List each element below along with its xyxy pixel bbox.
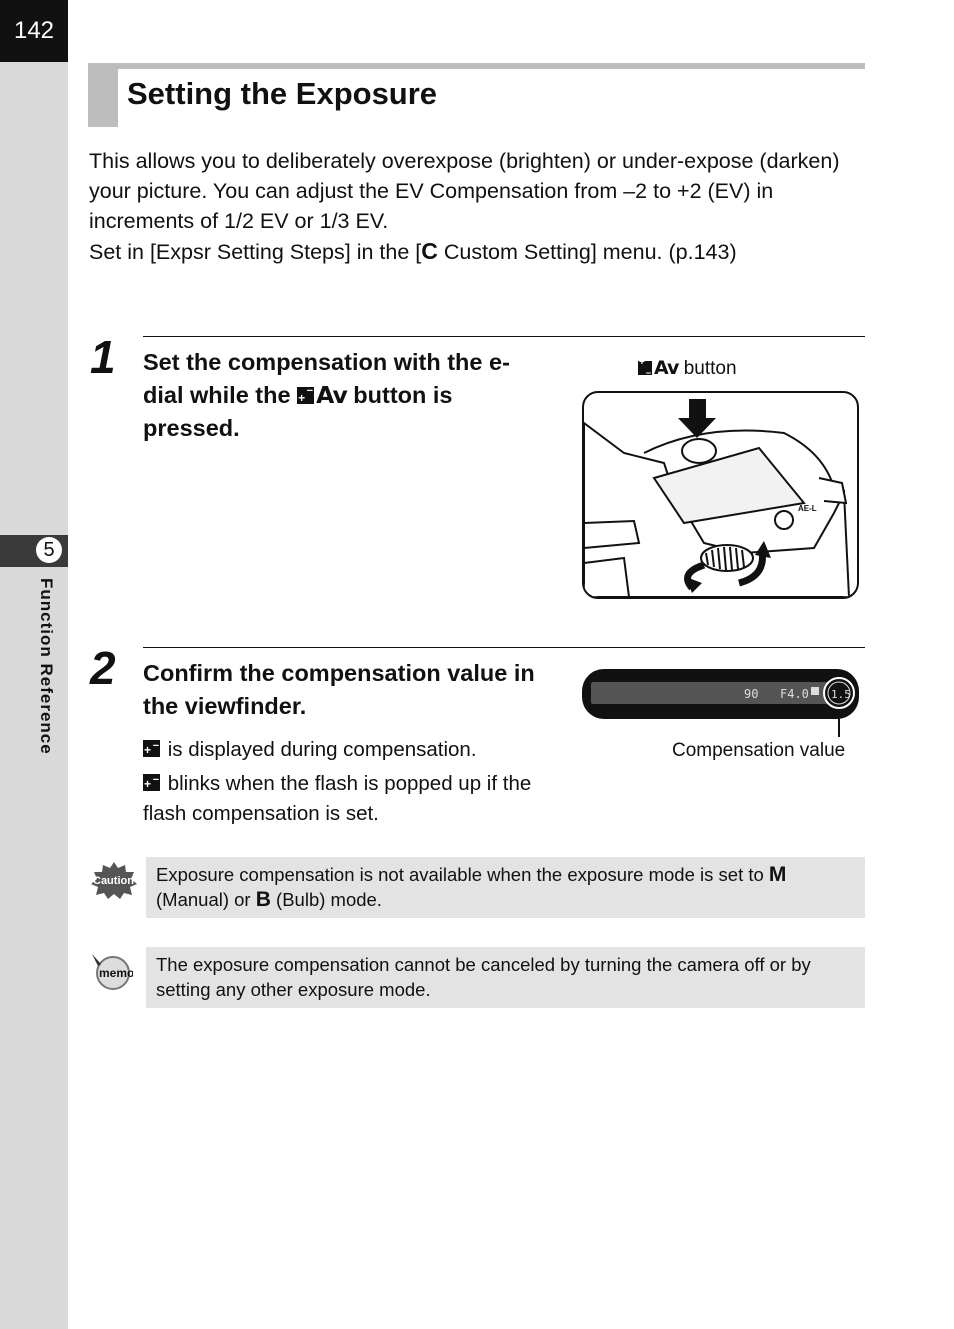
- viewfinder-drawing: [581, 668, 860, 720]
- callout-line: [838, 710, 840, 737]
- step-2-number: 2: [90, 642, 116, 694]
- step-1-text: Set the compensation with the e-dial while the: [143, 349, 510, 408]
- step-2-body: [143, 735, 543, 833]
- memo-badge: [89, 952, 133, 990]
- caution-text: (Bulb) mode.: [270, 889, 382, 910]
- bulb-mode-icon: B: [255, 888, 271, 911]
- caution-text: (Manual) or: [156, 889, 256, 910]
- step-1-text: button is pressed.: [143, 382, 453, 441]
- intro-text: Custom Setting] menu. (p.143): [437, 240, 737, 264]
- compensation-caption: Compensation value: [672, 740, 846, 761]
- custom-setting-c-icon: C: [421, 238, 438, 264]
- aperture-readout: F4.0: [780, 687, 809, 701]
- step-1-instruction: [143, 346, 543, 445]
- caution-icon: [89, 860, 139, 900]
- viewfinder-display: [581, 668, 860, 720]
- caution-box: [146, 857, 865, 918]
- exposure-compensation-icon: [143, 774, 160, 791]
- av-icon: Av: [316, 381, 347, 409]
- step-2-rule: [143, 647, 865, 648]
- step-1-number: 1: [90, 331, 116, 383]
- step-2-note-text: is displayed during compensation.: [162, 738, 477, 761]
- exposure-compensation-icon: [297, 387, 314, 404]
- step-1-rule: [143, 336, 865, 337]
- sidebar: [0, 0, 68, 1329]
- manual-mode-icon: M: [768, 863, 787, 886]
- shutter-speed-readout: 90: [744, 687, 759, 701]
- memo-box: The exposure compensation cannot be canceled by turning the camera off or by setting any other exposure mode.: [146, 947, 865, 1008]
- title-rule: [88, 63, 865, 69]
- button-caption: [638, 357, 737, 380]
- step-2-note: [143, 769, 543, 829]
- ae-lock-label: AE-L: [798, 504, 817, 513]
- step-2-note-text: blinks when the flash is popped up if the flash compensation is set.: [143, 772, 532, 825]
- chapter-number: 5: [36, 537, 62, 563]
- memo-label: memo: [99, 966, 133, 980]
- chapter-name: Function Reference: [37, 578, 56, 755]
- memo-icon: [89, 952, 133, 990]
- intro-text: Set in [Expsr Setting Steps] in the [: [89, 240, 422, 264]
- intro-paragraph: [89, 146, 869, 267]
- page-number: 142: [0, 0, 68, 62]
- caution-label: Caution: [93, 875, 134, 887]
- intro-line-settings: [89, 236, 869, 267]
- title-block: [88, 63, 118, 127]
- camera-body-drawing: [584, 393, 857, 597]
- step-2-note: [143, 735, 543, 765]
- exposure-compensation-icon: [143, 740, 160, 757]
- exposure-compensation-icon: [811, 687, 819, 695]
- intro-line: This allows you to deliberately overexpose (brighten) or under-expose (darken) your picture. You can adjust the EV Compensation from –2 to +2 (EV) in increments of 1/2 EV or 1/3 EV.: [89, 149, 840, 233]
- step-2-heading: Confirm the compensation value in the viewfinder.: [143, 660, 535, 719]
- caution-badge: [89, 860, 139, 900]
- exposure-compensation-icon: [638, 361, 652, 375]
- caution-text: Exposure compensation is not available when the exposure mode is set to: [156, 864, 769, 885]
- page-title: Setting the Exposure: [127, 76, 438, 111]
- camera-illustration: [582, 391, 859, 599]
- av-icon: Av: [654, 357, 679, 379]
- compensation-readout: 1.5: [831, 688, 851, 701]
- button-caption-text: button: [678, 358, 737, 379]
